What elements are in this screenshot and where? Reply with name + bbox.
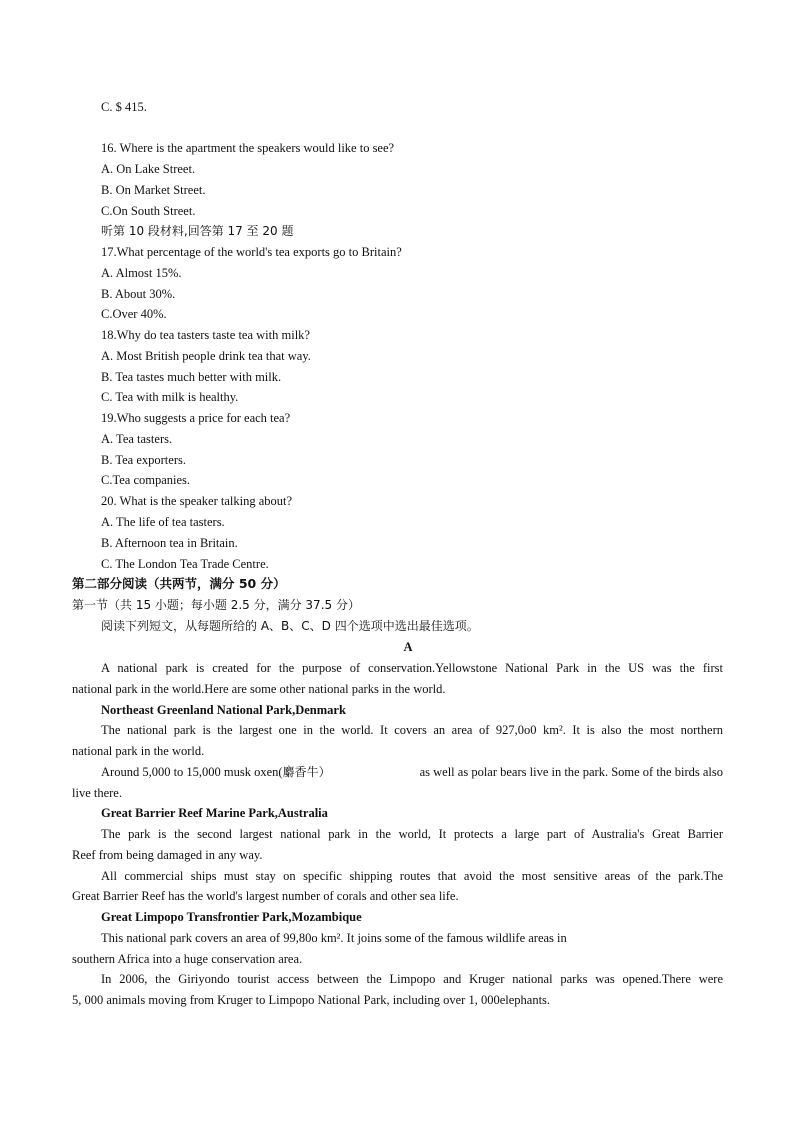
park1-heading: Northeast Greenland National Park,Denmark [101, 703, 346, 717]
q17-option-b: B. About 30%. [101, 287, 176, 301]
q19-question: 19.Who suggests a price for each tea? [101, 411, 291, 425]
park3-p2-line2: 5, 000 animals moving from Kruger to Limpopo National Park, including over 1, 000elephants. [72, 993, 551, 1007]
q17-option-a: A. Almost 15%. [101, 266, 182, 280]
q16-option-c: C.On South Street. [101, 204, 196, 218]
q15-option-c: C. $ 415. [101, 100, 147, 114]
q18-option-a: A. Most British people drink tea that way. [101, 349, 311, 363]
q20-question: 20. What is the speaker talking about? [101, 494, 293, 508]
q20-option-a: A. The life of tea tasters. [101, 515, 225, 529]
park1-p2-text-a: Around 5,000 to 15,000 musk oxen(麝香牛） [101, 765, 331, 779]
reading-instruction: 阅读下列短文，从每题所给的 A、B、C、D 四个选项中选出最佳选项。 [101, 619, 479, 633]
park3-heading: Great Limpopo Transfrontier Park,Mozambique [101, 910, 362, 924]
q16-question: 16. Where is the apartment the speakers would like to see? [101, 141, 395, 155]
park2-p1-line1: The park is the second largest national park in the world, It protects a large part of Australia's Great Barrier [101, 827, 723, 841]
park1-p2-line1 [101, 764, 723, 780]
q17-question: 17.What percentage of the world's tea exports go to Britain? [101, 245, 402, 259]
reading-section-title: 第一节（共 15 小题；每小题 2.5 分，满分 37.5 分） [72, 598, 360, 612]
passage-label: A [403, 640, 413, 654]
park3-p1-line2: southern Africa into a huge conservation area. [72, 952, 303, 966]
park3-p1-line1: This national park covers an area of 99,80o km². It joins some of the famous wildlife areas in [101, 931, 567, 945]
park1-p2-text-b: as well as polar bears live in the park. Some of the birds also [419, 765, 723, 779]
park2-heading: Great Barrier Reef Marine Park,Australia [101, 806, 328, 820]
q16-option-b: B. On Market Street. [101, 183, 206, 197]
park1-p1-line2: national park in the world. [72, 744, 205, 758]
q18-option-b: B. Tea tastes much better with milk. [101, 370, 282, 384]
park2-p2-line1: All commercial ships must stay on specific shipping routes that avoid the most sensitive areas of the park.The [101, 869, 723, 883]
intro-line-2: national park in the world.Here are some other national parks in the world. [72, 682, 446, 696]
musk-oxen-chinese: 麝香牛） [282, 765, 331, 779]
q20-option-c: C. The London Tea Trade Centre. [101, 557, 269, 571]
q16-option-a: A. On Lake Street. [101, 162, 196, 176]
q18-option-c: C. Tea with milk is healthy. [101, 390, 239, 404]
q19-option-b: B. Tea exporters. [101, 453, 186, 467]
section10-instruction: 听第 10 段材料,回答第 17 至 20 题 [101, 224, 294, 238]
q20-option-b: B. Afternoon tea in Britain. [101, 536, 238, 550]
park2-p1-line2: Reef from being damaged in any way. [72, 848, 263, 862]
intro-line-1: A national park is created for the purpose of conservation.Yellowstone National Park in the US was the first [101, 661, 723, 675]
park1-p1-line1: The national park is the largest one in the world. It covers an area of 927,0o0 km². It is also the most northern [101, 723, 723, 737]
q17-option-c: C.Over 40%. [101, 307, 167, 321]
q18-question: 18.Why do tea tasters taste tea with milk? [101, 328, 310, 342]
q19-option-c: C.Tea companies. [101, 473, 191, 487]
reading-part-title: 第二部分阅读（共两节，满分 50 分） [72, 576, 286, 591]
q19-option-a: A. Tea tasters. [101, 432, 173, 446]
park2-p2-line2: Great Barrier Reef has the world's largest number of corals and other sea life. [72, 889, 459, 903]
park1-p2-line2: live there. [72, 786, 122, 800]
park3-p2-line1: In 2006, the Giriyondo tourist access between the Limpopo and Kruger national parks was opened.There were [101, 972, 723, 986]
